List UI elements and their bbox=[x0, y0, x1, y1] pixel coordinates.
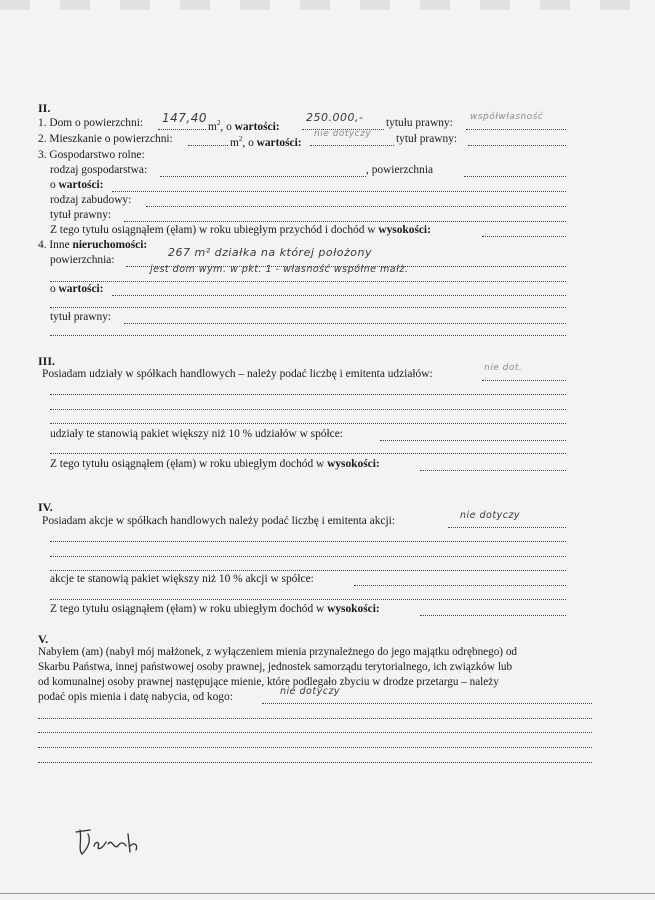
item2-prefix: 2. Mieszkanie o powierzchni: bbox=[38, 133, 173, 145]
item2-title-line bbox=[468, 144, 566, 146]
item4-area-line-2 bbox=[50, 280, 566, 282]
item1-area-handwritten: 147,40 bbox=[162, 111, 207, 125]
signature-handwritten bbox=[70, 820, 150, 860]
item3-value-label: o wartości: bbox=[50, 179, 104, 191]
item3-buildings-label: rodzaj zabudowy: bbox=[50, 194, 132, 206]
item4-value-line-2 bbox=[50, 306, 566, 308]
section3-line3: Z tego tytułu osiągnąłem (ęłam) w roku ubiegłym dochód w wysokości: bbox=[50, 458, 380, 470]
section4-line1: Posiadam akcje w spółkach handlowych należy podać liczbę i emitenta akcji: bbox=[42, 515, 395, 527]
section5-line4-handwritten: nie dotyczy bbox=[280, 686, 341, 697]
item3-income: Z tego tytułu osiągnąłem (ęłam) w roku ubiegłym przychód i dochód w wysokości: bbox=[50, 224, 431, 236]
section5-blank-4 bbox=[38, 761, 592, 763]
section3-blank-3 bbox=[50, 422, 566, 424]
item1-suffix: tytułu prawny: bbox=[386, 117, 453, 129]
item1-value-handwritten: 250.000,- bbox=[306, 111, 364, 124]
section5-line1: Nabyłem (am) (nabył mój małżonek, z wyłączeniem mienia przynależnego do jego majątku odrębnego) od bbox=[38, 646, 518, 658]
item3-type-line bbox=[160, 175, 366, 177]
item3-title-label: tytuł prawny: bbox=[50, 209, 112, 221]
item2-unit: $m^2$, o wartości: bbox=[230, 135, 302, 149]
item3-heading: 3. Gospodarstwo rolne: bbox=[38, 149, 145, 161]
item3-income-line bbox=[482, 235, 566, 237]
item4-title-line-2 bbox=[50, 334, 566, 336]
section5-line3: od komunalnej osoby prawnej następujące mienie, które podlegało zbyciu w drodze przetargu – należy bbox=[38, 676, 499, 688]
section3-line3-fill bbox=[420, 469, 566, 471]
section3-blank-2 bbox=[50, 408, 566, 410]
item2-value-line bbox=[310, 144, 394, 146]
section4-line3-fill bbox=[420, 614, 566, 616]
scan-edge-top bbox=[0, 0, 655, 10]
item1-title-handwritten: współwłasność bbox=[470, 112, 544, 122]
item3-value-line bbox=[112, 190, 566, 192]
item1-prefix: 1. Dom o powierzchni: bbox=[38, 117, 144, 129]
section5-blank-1 bbox=[38, 717, 592, 719]
item2-suffix: tytuł prawny: bbox=[396, 133, 458, 145]
item3-area-label: , powierzchnia bbox=[366, 164, 434, 176]
item4-area-handwritten-2: jest dom wym. w pkt. 1 - własność współne małż. bbox=[150, 264, 409, 275]
section4-line2: akcje te stanowią pakiet większy niż 10 % akcji w spółce: bbox=[50, 573, 314, 585]
item3-type-label: rodzaj gospodarstwa: bbox=[50, 164, 148, 176]
item1-area-line bbox=[158, 128, 206, 130]
section-iii-heading: III. bbox=[38, 354, 56, 368]
section5-line4: podać opis mienia i datę nabycia, od kogo: bbox=[38, 691, 233, 703]
item3-area-line bbox=[464, 175, 566, 177]
section4-line1-fill bbox=[448, 526, 566, 528]
item4-value-line-1 bbox=[112, 294, 566, 296]
section-v-heading: V. bbox=[38, 632, 49, 646]
item4-area-label: powierzchnia: bbox=[50, 254, 115, 266]
item1-unit: $m^2$, o wartości: bbox=[208, 119, 280, 133]
item2-area-line bbox=[188, 144, 228, 146]
section3-line1-fill bbox=[482, 379, 566, 381]
section4-blank-1 bbox=[50, 540, 566, 542]
item3-title-line bbox=[124, 220, 566, 222]
item2-value-handwritten: nie dotyczy bbox=[314, 129, 372, 139]
section5-line4-fill bbox=[262, 702, 592, 704]
scan-edge-bottom bbox=[0, 893, 655, 894]
section4-blank-3 bbox=[50, 569, 566, 571]
section4-line2-fill bbox=[354, 584, 566, 586]
section4-blank-4 bbox=[50, 598, 566, 600]
section3-line1-handwritten: nie dot. bbox=[484, 363, 523, 373]
section4-line3: Z tego tytułu osiągnąłem (ęłam) w roku ubiegłym dochód w wysokości: bbox=[50, 603, 380, 615]
item4-title-line-1 bbox=[124, 322, 566, 324]
section-iv-heading: IV. bbox=[38, 500, 53, 514]
section5-blank-3 bbox=[38, 746, 592, 748]
section3-line2-fill bbox=[380, 439, 566, 441]
section3-line2: udziały te stanowią pakiet większy niż 10 % udziałów w spółce: bbox=[50, 428, 343, 440]
item4-value-label: o wartości: bbox=[50, 283, 104, 295]
section-ii-heading: II. bbox=[38, 101, 51, 115]
section3-line1: Posiadam udziały w spółkach handlowych – należy podać liczbę i emitenta udziałów: bbox=[42, 368, 433, 380]
section4-blank-2 bbox=[50, 555, 566, 557]
section4-line1-handwritten: nie dotyczy bbox=[460, 510, 521, 521]
item4-heading: 4. Inne nieruchomości: bbox=[38, 239, 148, 251]
item3-buildings-line bbox=[146, 205, 566, 207]
item4-area-handwritten-1: 267 m² działka na której położony bbox=[168, 246, 372, 259]
section5-blank-2 bbox=[38, 731, 592, 733]
item4-title-label: tytuł prawny: bbox=[50, 311, 112, 323]
item1-title-line bbox=[466, 128, 566, 130]
section3-blank-4 bbox=[50, 452, 566, 454]
section5-line2: Skarbu Państwa, innej państwowej osoby prawnej, jednostek samorządu terytorialnego, ich związków lub bbox=[38, 661, 513, 673]
section3-blank-1 bbox=[50, 393, 566, 395]
